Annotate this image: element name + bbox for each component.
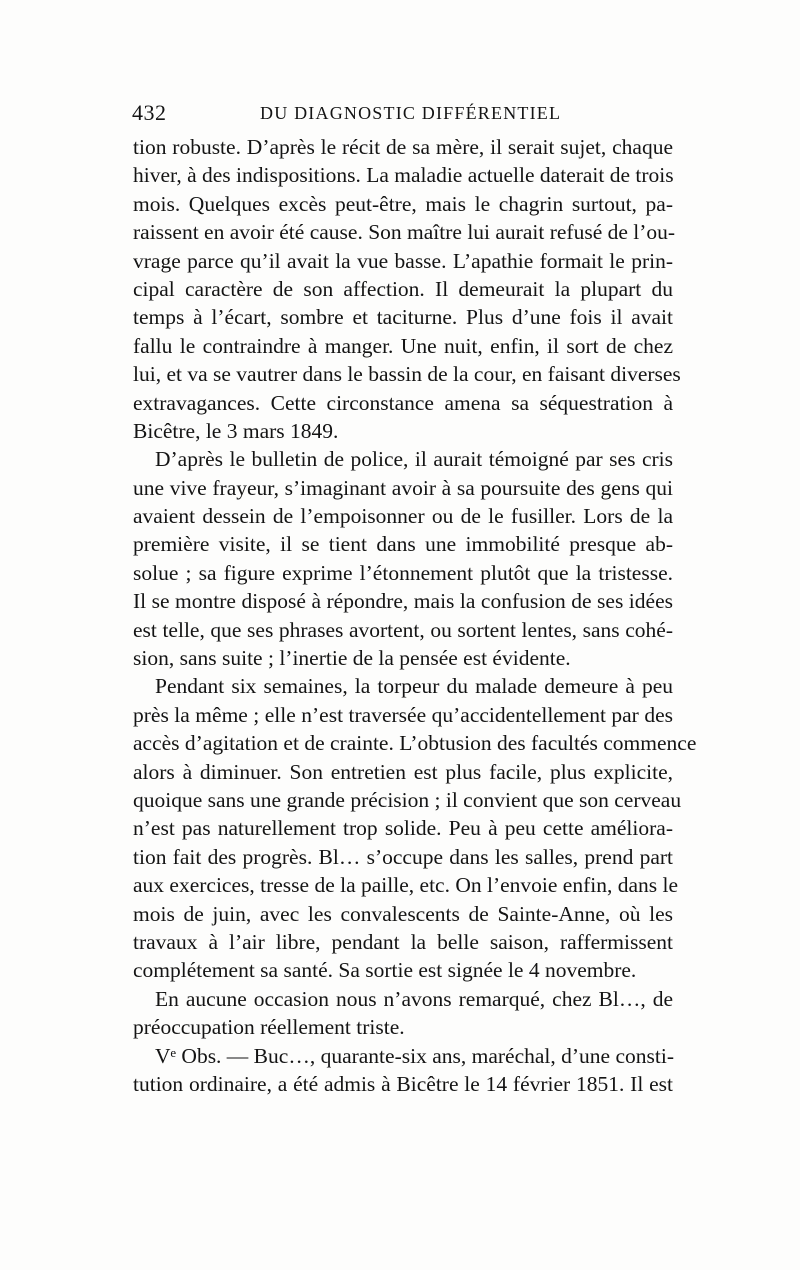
paragraph-4 (133, 985, 673, 1042)
text-line: quoique sans une grande précision ; il convient que son cerveau (133, 787, 682, 812)
text-line: cipal caractère de son affection. Il demeurait la plupart du (133, 276, 673, 301)
text-line: tion fait des progrès. Bl… s’occupe dans les salles, prend part (133, 844, 673, 869)
text-line: raissent en avoir été cause. Son maître lui aurait refusé de l’ou- (133, 220, 676, 245)
paragraph-1 (133, 133, 681, 445)
text-line: complétement sa santé. Sa sortie est signée le 4 novembre. (133, 958, 637, 983)
paragraph-2 (133, 445, 673, 672)
text-line: tion robuste. D’après le récit de sa mère, il serait sujet, chaque (133, 135, 673, 159)
text-line: lui, et va se vautrer dans le bassin de la cour, en faisant diverses (133, 362, 681, 387)
text-line: hiver, à des indispositions. La maladie actuelle daterait de trois (133, 163, 674, 188)
text-line: première visite, il se tient dans une immobilité presque ab- (133, 532, 673, 557)
text-line: extravagances. Cette circonstance amena sa séquestration à (133, 390, 673, 415)
text-line: avaient dessein de l’empoisonner ou de le fusiller. Lors de la (133, 504, 673, 529)
text-line: alors à diminuer. Son entretien est plus facile, plus explicite, (133, 759, 673, 784)
text-line: En aucune occasion nous n’avons remarqué, chez Bl…, de (155, 986, 673, 1011)
text-line: tution ordinaire, a été admis à Bicêtre le 14 février 1851. Il est (133, 1071, 673, 1096)
paragraph-3 (133, 672, 697, 984)
text-line: D’après le bulletin de police, il aurait témoigné par ses cris (155, 447, 673, 472)
text-line: Pendant six semaines, la torpeur du malade demeure à peu (155, 674, 673, 699)
text-line: fallu le contraindre à manger. Une nuit, enfin, il sort de chez (133, 333, 673, 358)
text-line: travaux à l’air libre, pendant la belle saison, raffermissent (133, 929, 673, 954)
running-title: DU DIAGNOSTIC DIFFÉRENTIEL (260, 103, 562, 123)
running-head (132, 100, 672, 130)
text-line: mois. Quelques excès peut-être, mais le chagrin surtout, pa- (133, 191, 673, 216)
text-line: aux exercices, tresse de la paille, etc. On l’envoie enfin, dans le (133, 873, 679, 898)
text-line: près la même ; elle n’est traversée qu’accidentellement par des (133, 702, 673, 727)
text-line: n’est pas naturellement trop solide. Peu à peu cette améliora- (133, 816, 673, 841)
text-line: solue ; sa figure exprime l’étonnement plutôt que la tristesse. (133, 560, 673, 585)
text-line: vrage parce qu’il avait la vue basse. L’apathie formait le prin- (133, 248, 673, 273)
body-text (133, 133, 697, 1098)
text-line: sion, sans suite ; l’inertie de la pensée est évidente. (133, 646, 571, 671)
text-line: est telle, que ses phrases avortent, ou sortent lentes, sans cohé- (133, 617, 673, 642)
text-line: temps à l’écart, sombre et taciturne. Plus d’une fois il avait (133, 305, 673, 330)
text-line: une vive frayeur, s’imaginant avoir à sa poursuite des gens qui (133, 475, 673, 500)
text-line: accès d’agitation et de crainte. L’obtusion des facultés commence (133, 731, 697, 756)
text-line: Il se montre disposé à répondre, mais la confusion de ses idées (133, 589, 673, 614)
text-line: préoccupation réellement triste. (133, 1015, 405, 1040)
text-line: mois de juin, avec les convalescents de Sainte-Anne, où les (133, 901, 673, 926)
text-line: Bicêtre, le 3 mars 1849. (133, 418, 339, 443)
page-number: 432 (132, 100, 167, 125)
text-line: Vᵉ Obs. — Buc…, quarante-six ans, maréchal, d’une consti- (155, 1043, 674, 1068)
paragraph-5 (133, 1042, 673, 1099)
